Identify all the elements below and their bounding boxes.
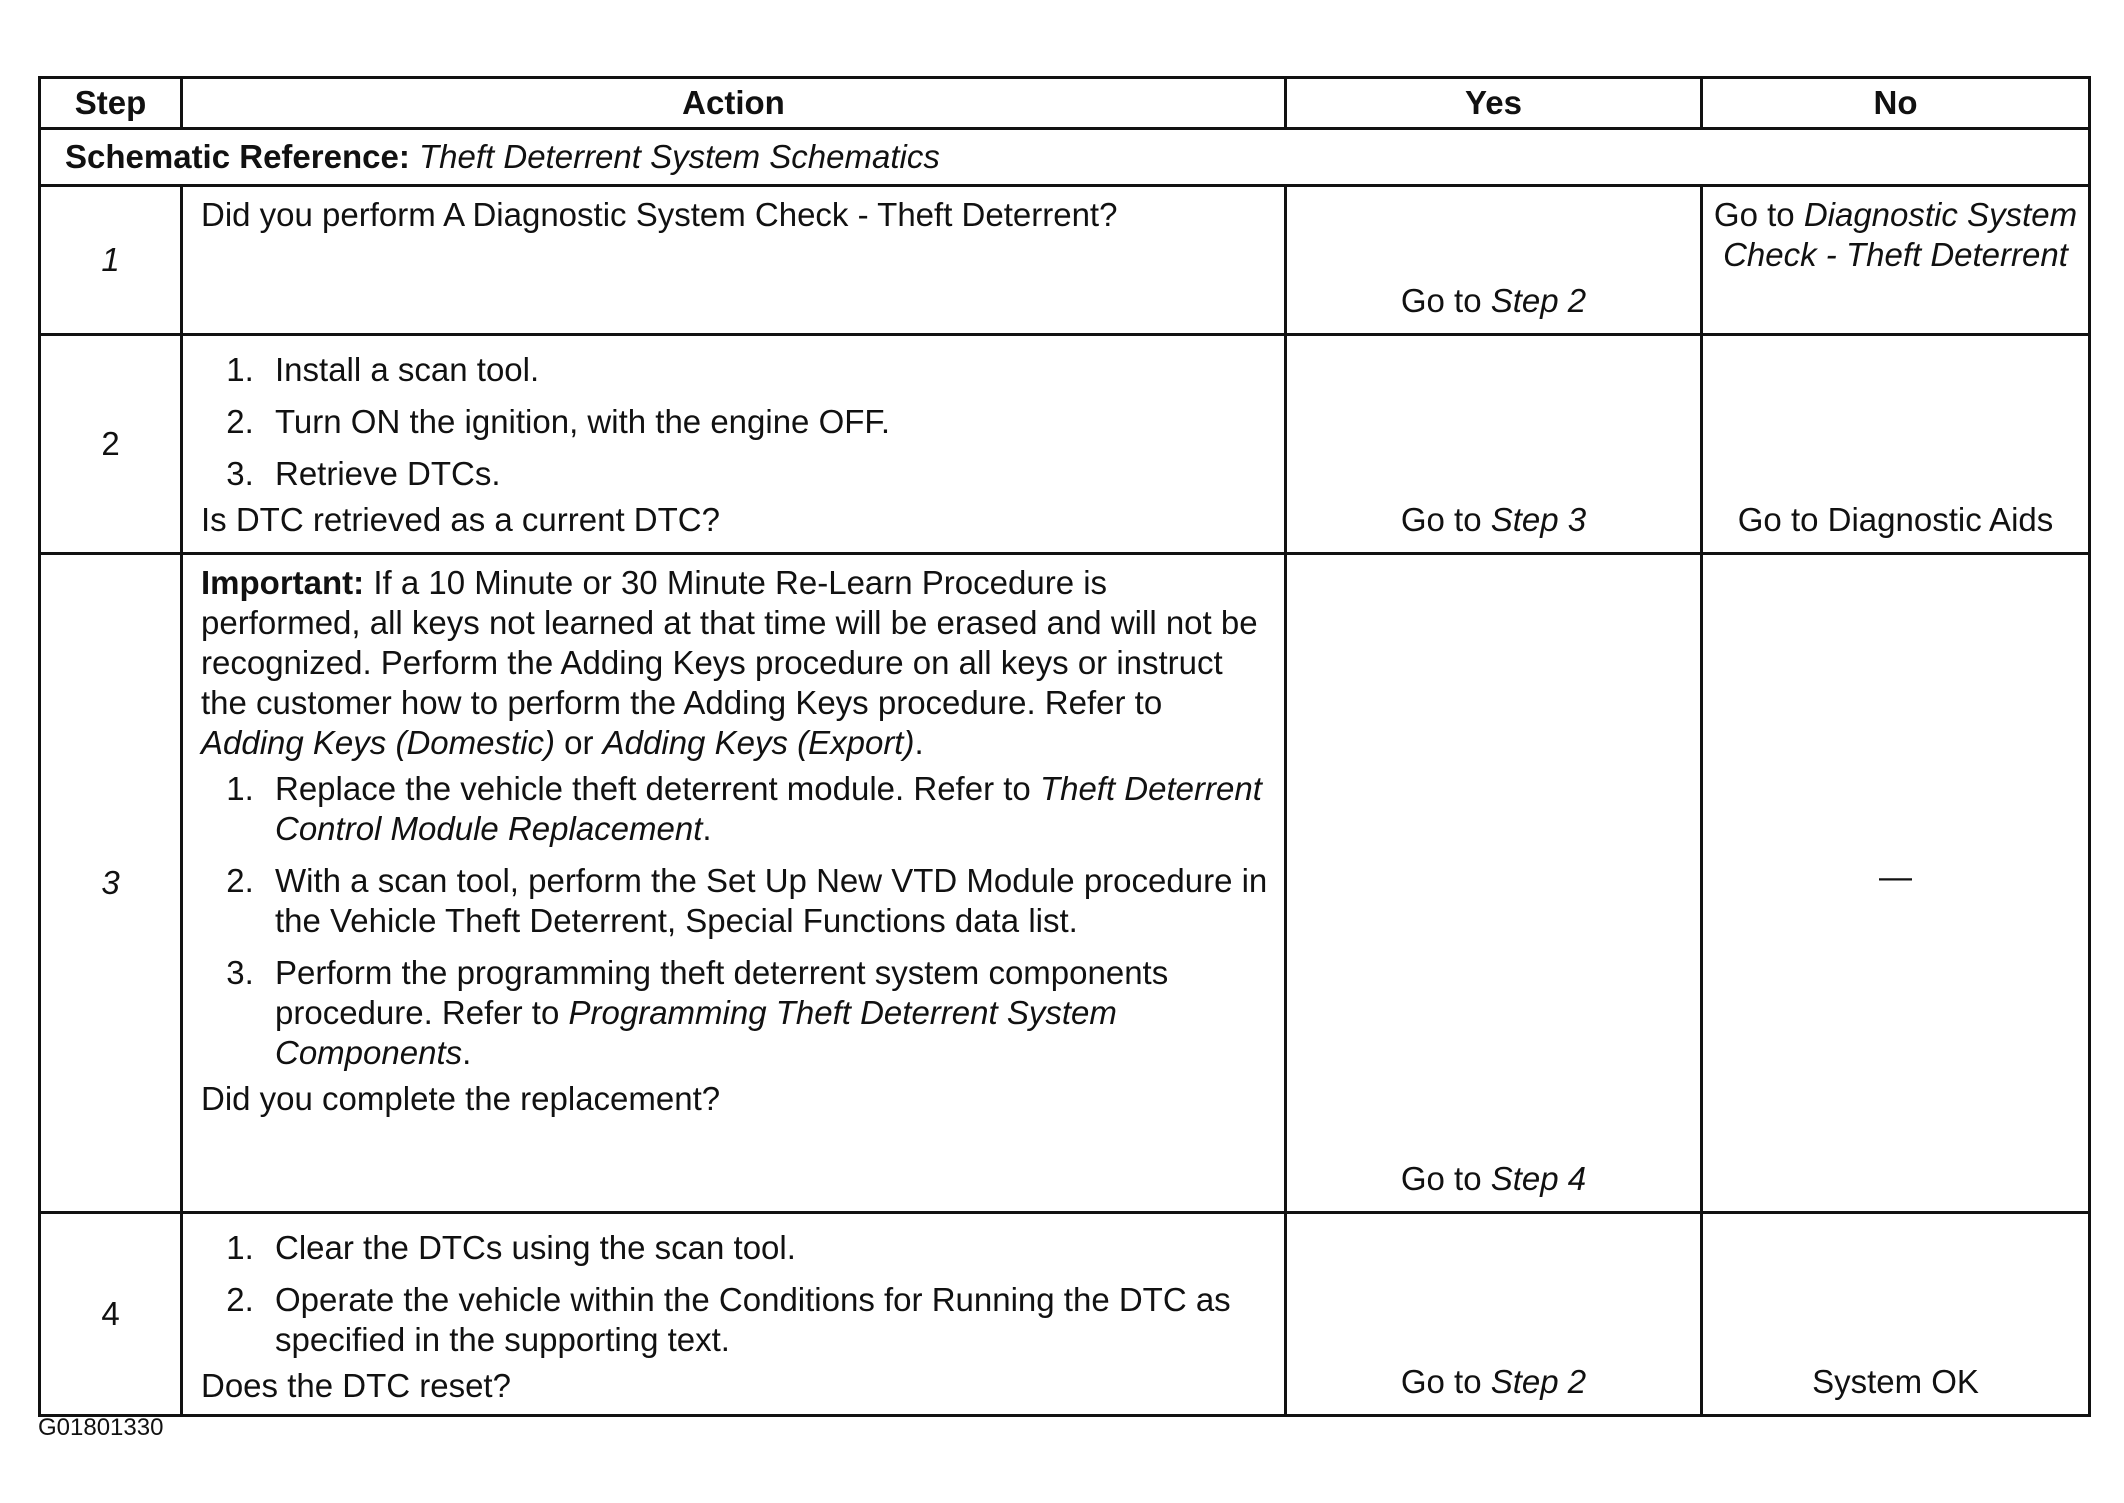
action-header: Action — [182, 78, 1286, 129]
important-label: Important: — [201, 564, 365, 601]
yes-prefix: Go to — [1400, 501, 1482, 538]
important-text-or: or — [564, 724, 594, 761]
no-cell — [1702, 554, 2090, 1213]
step-question: Is DTC retrieved as a current DTC? — [201, 501, 720, 538]
no-cell — [1702, 1213, 2090, 1416]
no-text: — — [1879, 858, 1912, 895]
step-number: 4 — [40, 1213, 182, 1416]
yes-cell — [1286, 186, 1702, 335]
step-question: Did you complete the replacement? — [201, 1080, 721, 1117]
action-cell — [182, 186, 1286, 335]
important-note — [201, 563, 1270, 763]
module-replacement-link[interactable]: Theft Deterrent Control Module Replacement — [275, 770, 1262, 847]
yes-prefix: Go to — [1400, 1160, 1482, 1197]
yes-step-link[interactable]: Step 2 — [1490, 282, 1587, 319]
action-list-item — [263, 769, 1270, 849]
no-header: No — [1702, 78, 2090, 129]
action-list-item — [263, 953, 1270, 1073]
yes-step-link[interactable]: Step 2 — [1490, 1363, 1587, 1400]
adding-keys-domestic-link[interactable]: Adding Keys (Domestic) — [201, 724, 555, 761]
yes-prefix: Go to — [1400, 1363, 1482, 1400]
header-row — [40, 78, 2090, 129]
table-row — [40, 186, 2090, 335]
action-cell — [182, 554, 1286, 1213]
action-item-text: Perform the programming theft deterrent system components procedure. Refer to — [275, 954, 1169, 1031]
yes-cell — [1286, 554, 1702, 1213]
step-number: 3 — [40, 554, 182, 1213]
diagnostic-table — [38, 76, 2091, 1417]
no-cell — [1702, 186, 2090, 335]
schematic-reference-link[interactable]: Theft Deterrent System Schematics — [419, 138, 940, 175]
action-list-item — [263, 861, 1270, 941]
no-text: Go to Diagnostic Aids — [1737, 501, 2054, 538]
action-list-item: 2. Turn ON the ignition, with the engine OFF. — [263, 402, 1270, 442]
action-list-item: 2. Operate the vehicle within the Conditions for Running the DTC as specified in the supporting text. — [263, 1280, 1270, 1360]
action-list-item: 1. Install a scan tool. — [263, 350, 1270, 390]
action-list-item: 1. Clear the DTCs using the scan tool. — [263, 1228, 1270, 1268]
yes-step-link[interactable]: Step 3 — [1490, 501, 1587, 538]
programming-components-link[interactable]: Programming Theft Deterrent System Components — [275, 994, 1117, 1071]
figure-id: G01801330 — [38, 1414, 164, 1441]
yes-step-link[interactable]: Step 4 — [1490, 1160, 1587, 1197]
action-cell — [182, 1213, 1286, 1416]
table-row — [40, 1213, 2090, 1416]
step-number: 1 — [40, 186, 182, 335]
adding-keys-export-link[interactable]: Adding Keys (Export) — [602, 724, 915, 761]
schematic-reference-row — [40, 129, 2090, 186]
action-item-text: Replace the vehicle theft deterrent module. Refer to — [275, 770, 1031, 807]
action-list — [201, 769, 1270, 1073]
action-list — [201, 350, 1270, 494]
yes-cell — [1286, 335, 1702, 554]
important-text-end: . — [914, 724, 924, 761]
step-header: Step — [40, 78, 182, 129]
schematic-reference — [40, 129, 2090, 186]
important-text: If a 10 Minute or 30 Minute Re-Learn Procedure is performed, all keys not learned at that time will be erased and will not be recognized. Perform the Adding Keys procedure on all keys or instruct the customer how to perform the Adding Keys procedure. Refer to — [201, 564, 1258, 721]
yes-cell — [1286, 1213, 1702, 1416]
action-list-item: 3. Retrieve DTCs. — [263, 454, 1270, 494]
step-question: Did you perform A Diagnostic System Check - Theft Deterrent? — [201, 196, 1118, 233]
action-item-text: With a scan tool, perform the Set Up New VTD Module procedure in the Vehicle Theft Deterrent, Special Functions data list. — [275, 862, 1268, 939]
yes-header: Yes — [1286, 78, 1702, 129]
yes-prefix: Go to — [1400, 282, 1482, 319]
action-item-end: . — [462, 1034, 472, 1071]
action-list — [201, 1228, 1270, 1360]
table-row — [40, 335, 2090, 554]
no-procedure-link[interactable]: Diagnostic System Check - Theft Deterrent — [1723, 196, 2078, 273]
no-cell — [1702, 335, 2090, 554]
step-question: Does the DTC reset? — [201, 1367, 511, 1404]
table-row — [40, 554, 2090, 1213]
no-prefix: Go to — [1713, 196, 1795, 233]
no-text: System OK — [1812, 1363, 1979, 1400]
step-number: 2 — [40, 335, 182, 554]
schematic-reference-label: Schematic Reference: — [65, 138, 410, 175]
action-cell — [182, 335, 1286, 554]
action-item-end: . — [702, 810, 712, 847]
